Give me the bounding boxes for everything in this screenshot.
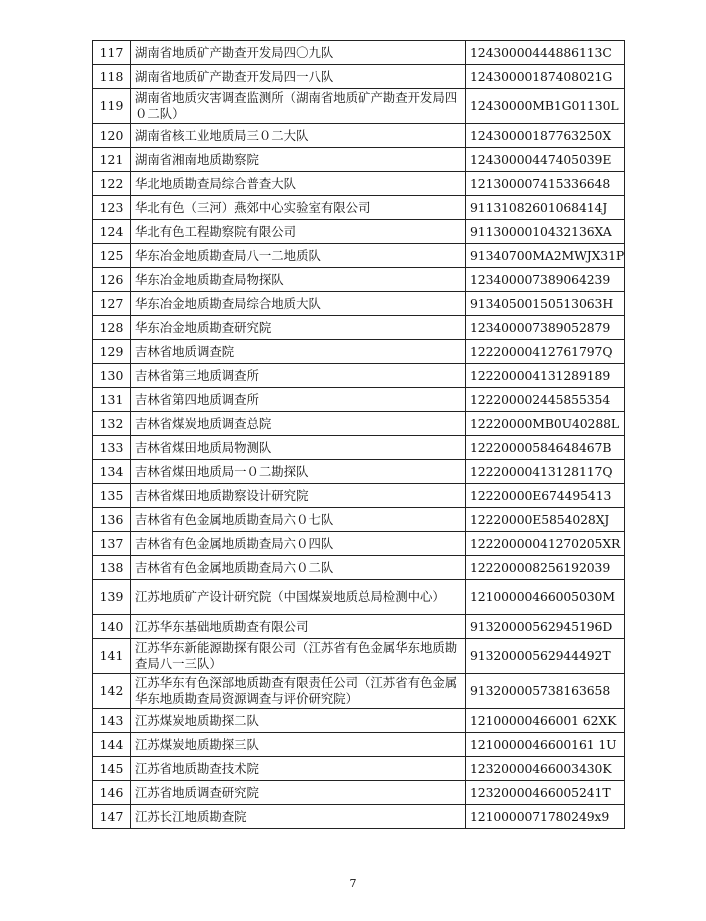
organization-table-body (93, 41, 625, 829)
credit-code: 123400007389052879 (466, 316, 625, 340)
organization-name: 吉林省煤炭地质调查总院 (131, 412, 466, 436)
table-row (93, 148, 625, 172)
row-number: 135 (93, 484, 131, 508)
organization-name: 吉林省煤田地质局一０二勘探队 (131, 460, 466, 484)
table-row (93, 65, 625, 89)
row-number: 117 (93, 41, 131, 65)
row-number: 126 (93, 268, 131, 292)
organization-name: 华东冶金地质勘查局物探队 (131, 268, 466, 292)
credit-code: 122200008256192039 (466, 556, 625, 580)
credit-code: 913200005738163658 (466, 674, 625, 709)
credit-code: 12100000466001 62XK (466, 709, 625, 733)
table-row (93, 388, 625, 412)
credit-code: 12320000466005241T (466, 781, 625, 805)
credit-code: 122200004131289189 (466, 364, 625, 388)
credit-code: 12430000447405039E (466, 148, 625, 172)
row-number: 134 (93, 460, 131, 484)
credit-code: 12220000412761797Q (466, 340, 625, 364)
credit-code: 1210000071780249x9 (466, 805, 625, 829)
table-row (93, 244, 625, 268)
row-number: 125 (93, 244, 131, 268)
organization-name: 湖南省核工业地质局三０二大队 (131, 124, 466, 148)
credit-code: 12430000187408021G (466, 65, 625, 89)
organization-name: 江苏煤炭地质勘探二队 (131, 709, 466, 733)
table-row (93, 757, 625, 781)
organization-name: 江苏省地质勘查技术院 (131, 757, 466, 781)
table-row (93, 733, 625, 757)
credit-code: 91320000562945196D (466, 615, 625, 639)
credit-code: 12220000E674495413 (466, 484, 625, 508)
organization-name: 华东冶金地质勘查局综合地质大队 (131, 292, 466, 316)
table-row (93, 615, 625, 639)
table-row (93, 220, 625, 244)
credit-code: 12430000MB1G01130L (466, 89, 625, 124)
table-row (93, 340, 625, 364)
row-number: 147 (93, 805, 131, 829)
credit-code: 12220000041270205XR (466, 532, 625, 556)
table-row (93, 364, 625, 388)
organization-name: 吉林省有色金属地质勘查局六０二队 (131, 556, 466, 580)
table-row (93, 580, 625, 615)
organization-name: 吉林省有色金属地质勘查局六０七队 (131, 508, 466, 532)
table-row (93, 532, 625, 556)
credit-code: 9113000010432136XA (466, 220, 625, 244)
table-row (93, 508, 625, 532)
table-row (93, 268, 625, 292)
table-row (93, 484, 625, 508)
organization-name: 湖南省地质矿产勘查开发局四一八队 (131, 65, 466, 89)
credit-code: 12220000MB0U40288L (466, 412, 625, 436)
organization-name: 江苏华东基础地质勘查有限公司 (131, 615, 466, 639)
table-row (93, 781, 625, 805)
table-row (93, 709, 625, 733)
credit-code: 91340500150513063H (466, 292, 625, 316)
organization-table (92, 40, 625, 829)
organization-name: 吉林省第三地质调查所 (131, 364, 466, 388)
row-number: 121 (93, 148, 131, 172)
organization-name: 江苏地质矿产设计研究院（中国煤炭地质总局检测中心） (131, 580, 466, 615)
row-number: 124 (93, 220, 131, 244)
row-number: 120 (93, 124, 131, 148)
table-row (93, 412, 625, 436)
organization-name: 江苏长江地质勘查院 (131, 805, 466, 829)
row-number: 130 (93, 364, 131, 388)
organization-name: 华东冶金地质勘查研究院 (131, 316, 466, 340)
organization-name: 吉林省有色金属地质勘查局六０四队 (131, 532, 466, 556)
credit-code: 12220000E5854028XJ (466, 508, 625, 532)
row-number: 137 (93, 532, 131, 556)
credit-code: 12100000466005030M (466, 580, 625, 615)
row-number: 145 (93, 757, 131, 781)
credit-code: 12430000187763250X (466, 124, 625, 148)
organization-name: 湖南省地质矿产勘查开发局四〇九队 (131, 41, 466, 65)
organization-name: 江苏华东新能源勘探有限公司（江苏省有色金属华东地质勘查局八一三队） (131, 639, 466, 674)
row-number: 127 (93, 292, 131, 316)
row-number: 144 (93, 733, 131, 757)
credit-code: 12220000413128117Q (466, 460, 625, 484)
table-row (93, 436, 625, 460)
table-row (93, 292, 625, 316)
credit-code: 123400007389064239 (466, 268, 625, 292)
credit-code: 91320000562944492T (466, 639, 625, 674)
row-number: 143 (93, 709, 131, 733)
row-number: 129 (93, 340, 131, 364)
credit-code: 91131082601068414J (466, 196, 625, 220)
organization-name: 吉林省地质调查院 (131, 340, 466, 364)
row-number: 133 (93, 436, 131, 460)
row-number: 139 (93, 580, 131, 615)
organization-name: 华北地质勘查局综合普查大队 (131, 172, 466, 196)
row-number: 141 (93, 639, 131, 674)
row-number: 128 (93, 316, 131, 340)
row-number: 146 (93, 781, 131, 805)
table-row (93, 196, 625, 220)
credit-code: 1210000046600161 1U (466, 733, 625, 757)
row-number: 138 (93, 556, 131, 580)
row-number: 123 (93, 196, 131, 220)
table-row (93, 89, 625, 124)
table-row (93, 41, 625, 65)
table-row (93, 172, 625, 196)
credit-code: 121300007415336648 (466, 172, 625, 196)
organization-name: 江苏华东有色深部地质勘查有限责任公司（江苏省有色金属华东地质勘查局资源调查与评价研究院） (131, 674, 466, 709)
table-row (93, 556, 625, 580)
credit-code: 12430000444886113C (466, 41, 625, 65)
table-row (93, 639, 625, 674)
organization-name: 吉林省第四地质调查所 (131, 388, 466, 412)
credit-code: 122200002445855354 (466, 388, 625, 412)
credit-code: 12320000466003430K (466, 757, 625, 781)
organization-name: 江苏煤炭地质勘探三队 (131, 733, 466, 757)
table-row (93, 674, 625, 709)
row-number: 119 (93, 89, 131, 124)
organization-name: 吉林省煤田地质勘察设计研究院 (131, 484, 466, 508)
organization-name: 华北有色工程勘察院有限公司 (131, 220, 466, 244)
table-row (93, 124, 625, 148)
table-row (93, 316, 625, 340)
row-number: 136 (93, 508, 131, 532)
table-row (93, 805, 625, 829)
credit-code: 12220000584648467B (466, 436, 625, 460)
organization-name: 吉林省煤田地质局物测队 (131, 436, 466, 460)
page-number: 7 (349, 877, 357, 890)
row-number: 140 (93, 615, 131, 639)
row-number: 131 (93, 388, 131, 412)
organization-name: 湖南省地质灾害调查监测所（湖南省地质矿产勘查开发局四０二队） (131, 89, 466, 124)
organization-name: 华东冶金地质勘查局八一二地质队 (131, 244, 466, 268)
row-number: 122 (93, 172, 131, 196)
row-number: 142 (93, 674, 131, 709)
credit-code: 91340700MA2MWJX31P (466, 244, 625, 268)
organization-name: 湖南省湘南地质勘察院 (131, 148, 466, 172)
row-number: 118 (93, 65, 131, 89)
organization-name: 江苏省地质调查研究院 (131, 781, 466, 805)
organization-name: 华北有色（三河）燕郊中心实验室有限公司 (131, 196, 466, 220)
row-number: 132 (93, 412, 131, 436)
table-row (93, 460, 625, 484)
